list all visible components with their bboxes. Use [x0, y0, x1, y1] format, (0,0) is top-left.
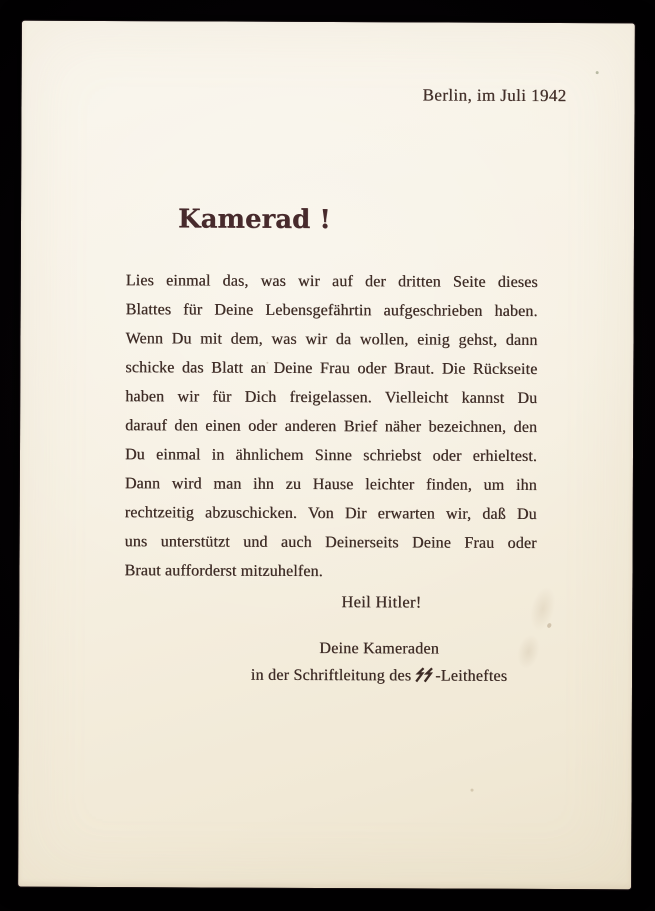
letter-closing: Heil Hitler!	[341, 592, 422, 612]
signature-line-2	[169, 661, 589, 690]
letter-body-line: haben wir für Dich freigelassen. Vielleicht kannst Du	[125, 388, 538, 407]
paper-speck	[546, 622, 552, 628]
signature-line-1: Deine Kameraden	[319, 639, 440, 658]
signature-block	[169, 634, 589, 690]
paper-speck	[471, 789, 474, 792]
letter-body-line: darauf den einen oder anderen Brief näher bezeichnen, den	[125, 417, 538, 436]
letter-body-line: Du einmal in ähnlichem Sinne schriebst oder erhieltest.	[124, 446, 538, 465]
letter-body-line: schicke das Blatt an Deine Frau oder Braut. Die Rückseite	[125, 359, 538, 378]
letter-salutation: Kamerad !	[177, 204, 331, 236]
letter-body	[124, 266, 537, 587]
paper-speck	[596, 71, 599, 74]
signature-line-2-text: in der Schriftleitung des	[250, 666, 412, 685]
letter-body-line: Blattes für Deine Lebensgefährtin aufgeschrieben haben.	[125, 301, 538, 320]
letter-body-line: rechtzeitig abzuschicken. Von Dir erwarten wir, daß Du	[124, 504, 537, 523]
letter-body-line: Lies einmal das, was wir auf der dritten Seite dieses	[125, 272, 538, 291]
letter-body-line: Dann wird man ihn zu Hause leichter finden, um ihn	[124, 475, 537, 494]
dateline: Berlin, im Juli 1942	[422, 85, 567, 106]
letter-page	[18, 21, 635, 890]
signature-line-2-suffix: -Leitheftes	[435, 667, 508, 685]
letter-body-line: uns unterstützt und auch Deinerseits Deine Frau oder	[124, 533, 537, 552]
ss-runes-icon	[415, 667, 434, 682]
letter-body-line: Braut aufforderst mitzuhelfen.	[124, 562, 323, 580]
letter-body-line: Wenn Du mit dem, was wir da wollen, einig gehst, dann	[125, 330, 538, 349]
